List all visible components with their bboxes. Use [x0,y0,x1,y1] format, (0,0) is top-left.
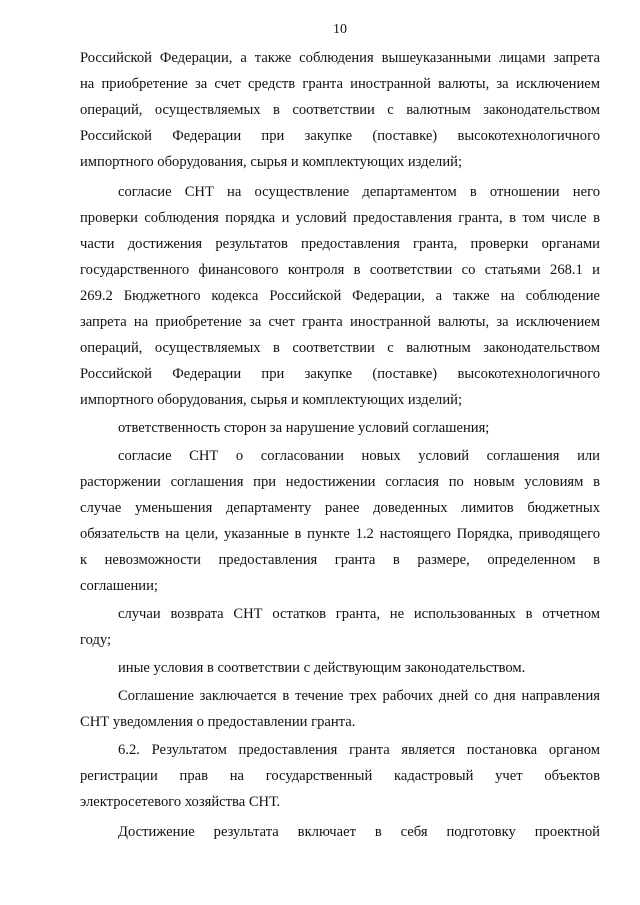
text-line: импортного оборудования, сырья и комплектующих изделий; [80,392,463,408]
text-line: Российской Федерации при закупке (поставке) высокотехнологичного [80,128,600,144]
text-line: согласие СНТ о согласовании новых условий соглашения или [118,448,600,464]
text-line: к невозможности предоставления гранта в размере, определенном в [80,552,600,568]
text-line: части достижения результатов предоставления гранта, проверки органами [80,236,600,252]
text-line: 6.2. Результатом предоставления гранта является постановка органом [118,742,600,758]
text-line: импортного оборудования, сырья и комплектующих изделий; [80,154,463,170]
text-line: регистрации прав на государственный кадастровый учет объектов [80,768,600,784]
text-line: обязательств на цели, указанные в пункте 1.2 настоящего Порядка, приводящего [80,526,600,542]
text-line: расторжении соглашения при недостижении согласия по новым условиям в [80,474,600,490]
text-line: операций, осуществляемых в соответствии с валютным законодательством [80,340,600,356]
text-line: государственного финансового контроля в соответствии со статьями 268.1 и [80,262,600,278]
text-line: году; [80,632,112,648]
text-line: Достижение результата включает в себя подготовку проектной [118,824,600,840]
text-line: электросетевого хозяйства СНТ. [80,794,281,810]
text-line: случаи возврата СНТ остатков гранта, не использованных в отчетном [118,606,600,622]
text-line: запрета на приобретение за счет гранта иностранной валюты, за исключением [80,314,600,330]
text-line: случае уменьшения департаменту ранее доведенных лимитов бюджетных [80,500,600,516]
text-line: на приобретение за счет средств гранта иностранной валюты, за исключением [80,76,600,92]
text-line: проверки соблюдения порядка и условий предоставления гранта, в том числе в [80,210,600,226]
text-line: согласие СНТ на осуществление департаментом в отношении него [118,184,600,200]
text-line: СНТ уведомления о предоставлении гранта. [80,714,356,730]
text-line: ответственность сторон за нарушение условий соглашения; [118,420,490,436]
text-line: Соглашение заключается в течение трех рабочих дней со дня направления [118,688,600,704]
text-line: иные условия в соответствии с действующим законодательством. [118,660,526,676]
page-number: 10 [333,22,347,37]
text-line: операций, осуществляемых в соответствии с валютным законодательством [80,102,600,118]
text-line: Российской Федерации при закупке (поставке) высокотехнологичного [80,366,600,382]
text-line: Российской Федерации, а также соблюдения вышеуказанными лицами запрета [80,50,600,66]
text-line: соглашении; [80,578,158,594]
text-line: 269.2 Бюджетного кодекса Российской Федерации, а также на соблюдение [80,288,600,304]
